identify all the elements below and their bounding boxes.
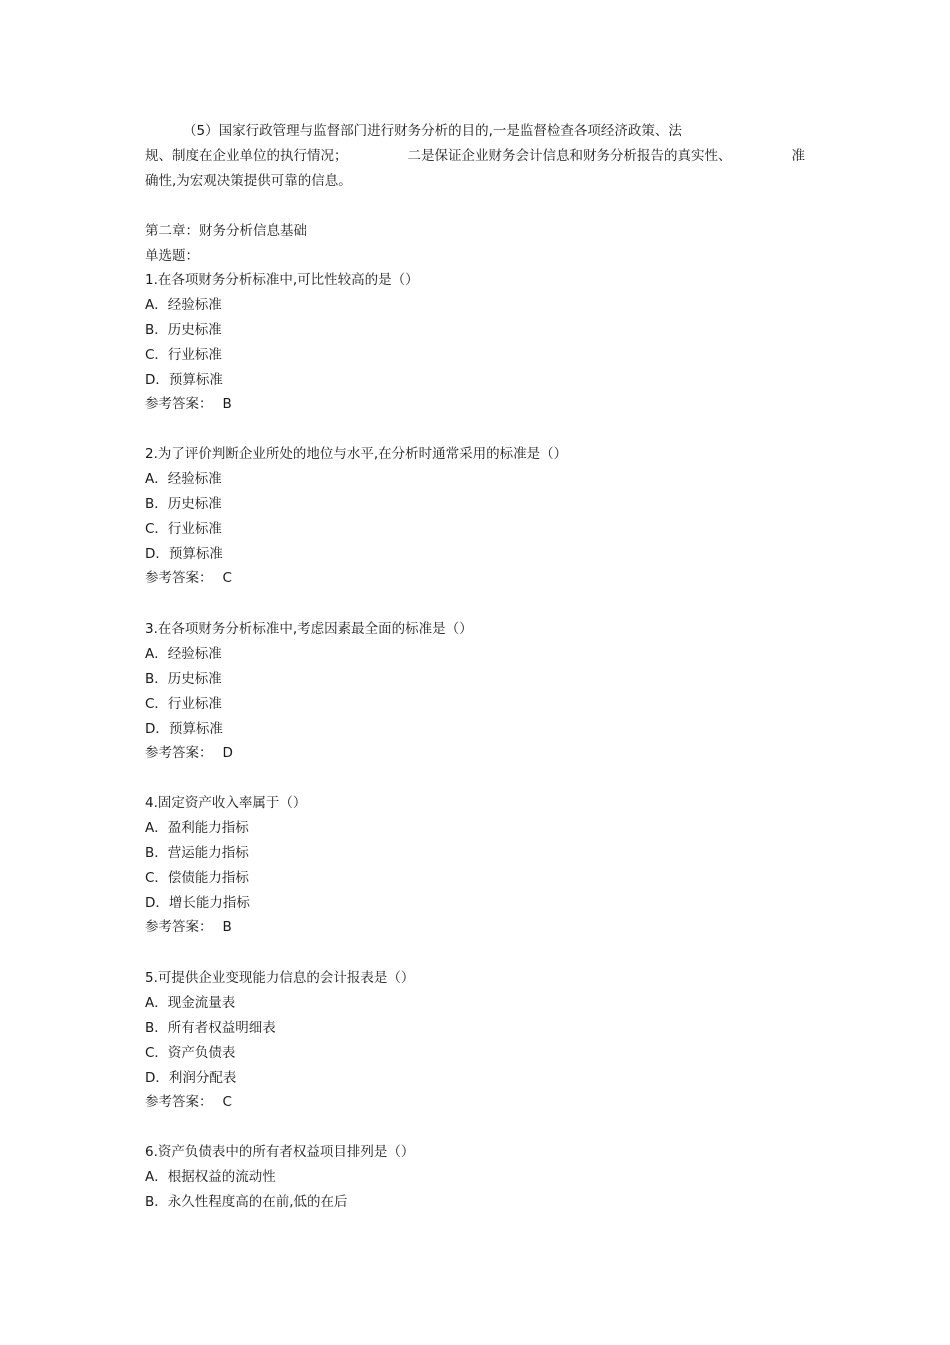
answer-label: 参考答案：: [145, 919, 213, 935]
option-item: C．行业标准: [145, 347, 222, 363]
answer-value: B: [222, 919, 232, 935]
intro-segment: 准: [791, 148, 805, 164]
option-item: C．行业标准: [145, 696, 222, 712]
option-item: D．预算标准: [145, 546, 223, 562]
intro-line: 确性,为宏观决策提供可靠的信息。: [145, 173, 352, 189]
answer-line: [145, 742, 805, 765]
option-item: A．经验标准: [145, 297, 222, 313]
option-item: A．现金流量表: [145, 995, 236, 1011]
option-item: B．所有者权益明细表: [145, 1020, 276, 1036]
option-item: A．盈利能力指标: [145, 820, 249, 836]
option-item: D．预算标准: [145, 372, 223, 388]
option-item: D．预算标准: [145, 721, 223, 737]
answer-line: [145, 916, 805, 939]
option-item: B．历史标准: [145, 496, 222, 512]
option-item: B．历史标准: [145, 322, 222, 338]
answer-line: [145, 393, 805, 416]
option-item: D．增长能力指标: [145, 895, 250, 911]
answer-value: B: [222, 396, 232, 412]
intro-segment: 规、制度在企业单位的执行情况；: [145, 148, 348, 164]
answer-label: 参考答案：: [145, 745, 213, 761]
question-stem: 4.固定资产收入率属于（）: [145, 795, 307, 811]
intro-paragraph: [145, 119, 805, 194]
option-item: A．经验标准: [145, 471, 222, 487]
intro-segment: 二是保证企业财务会计信息和财务分析报告的真实性、: [407, 148, 732, 164]
chapter-heading: [145, 219, 307, 269]
question-block: [145, 268, 805, 416]
option-item: B．永久性程度高的在前,低的在后: [145, 1194, 348, 1210]
answer-label: 参考答案：: [145, 1094, 213, 1110]
question-block: [145, 442, 805, 590]
answer-value: D: [222, 745, 233, 761]
question-stem: 1.在各项财务分析标准中,可比性较高的是（）: [145, 272, 419, 288]
question-stem: 2.为了评价判断企业所处的地位与水平,在分析时通常采用的标准是（）: [145, 446, 568, 462]
option-item: A．经验标准: [145, 646, 222, 662]
question-block: [145, 966, 805, 1114]
option-item: C．资产负债表: [145, 1045, 236, 1061]
question-stem: 5.可提供企业变现能力信息的会计报表是（）: [145, 970, 415, 986]
answer-line: [145, 567, 805, 590]
chapter-title: 第二章：财务分析信息基础: [145, 223, 307, 239]
option-item: C．偿债能力指标: [145, 870, 249, 886]
question-block: [145, 1140, 805, 1215]
answer-label: 参考答案：: [145, 396, 213, 412]
answer-value: C: [222, 570, 232, 586]
question-block: [145, 791, 805, 939]
answer-label: 参考答案：: [145, 570, 213, 586]
option-item: A．根据权益的流动性: [145, 1169, 276, 1185]
question-stem: 3.在各项财务分析标准中,考虑因素最全面的标准是（）: [145, 621, 473, 637]
question-block: [145, 617, 805, 765]
question-stem: 6.资产负债表中的所有者权益项目排列是（）: [145, 1144, 415, 1160]
option-item: B．历史标准: [145, 671, 222, 687]
section-label: 单选题：: [145, 248, 199, 264]
intro-line: （5）国家行政管理与监督部门进行财务分析的目的,一是监督检查各项经济政策、法: [183, 123, 682, 139]
answer-value: C: [222, 1094, 232, 1110]
option-item: B．营运能力指标: [145, 845, 249, 861]
option-item: D．利润分配表: [145, 1070, 237, 1086]
answer-line: [145, 1091, 805, 1114]
intro-line: [145, 144, 805, 169]
option-item: C．行业标准: [145, 521, 222, 537]
